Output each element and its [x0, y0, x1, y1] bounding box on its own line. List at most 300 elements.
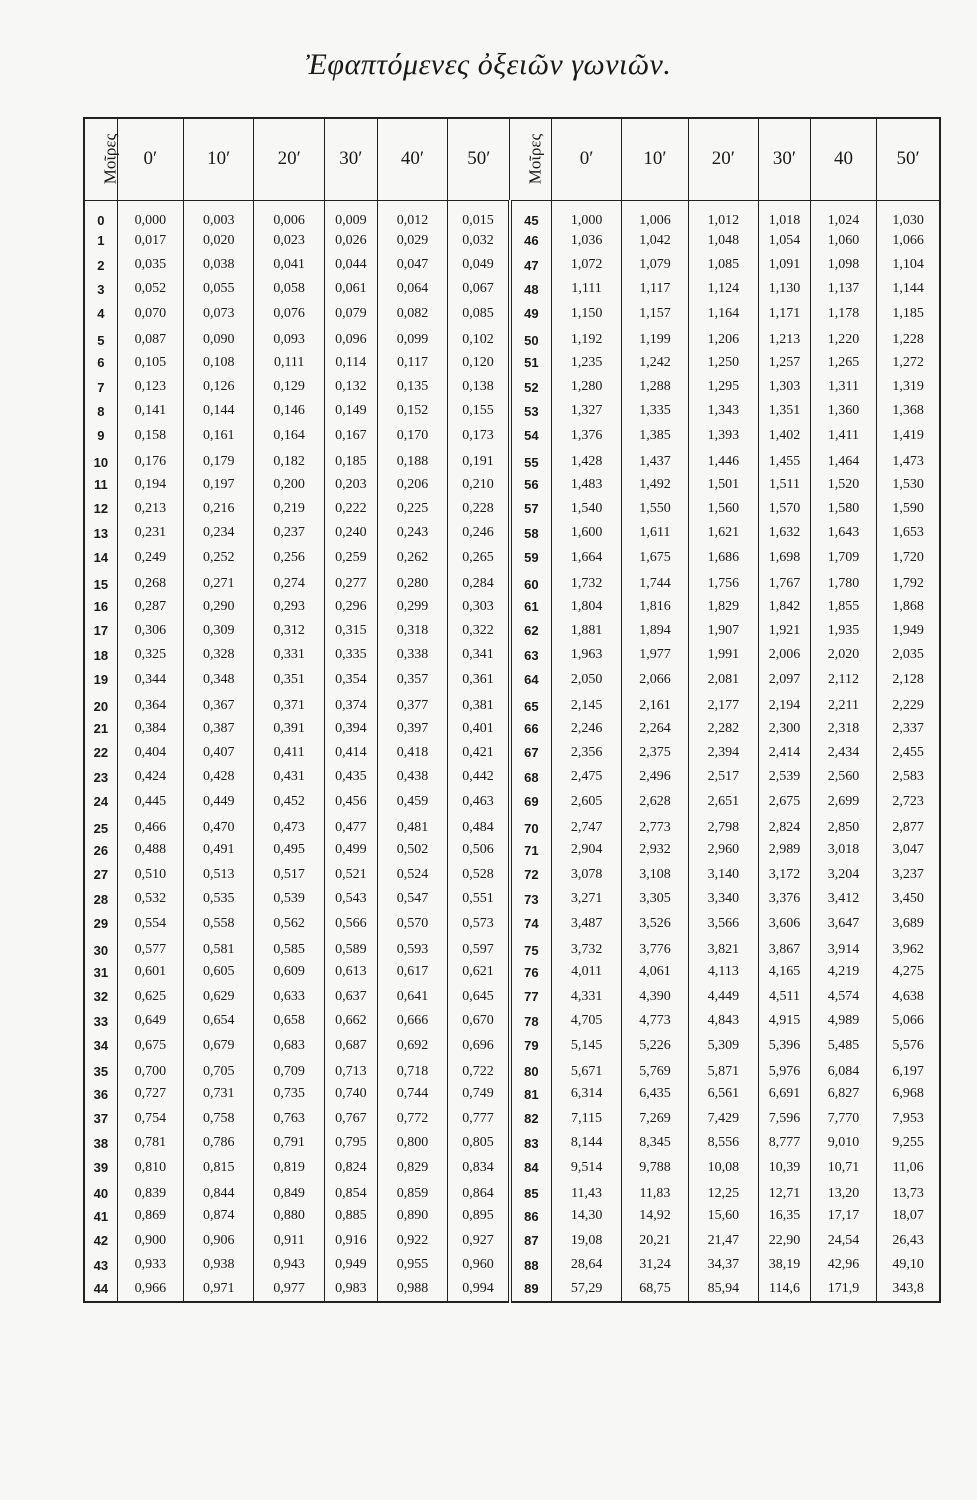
tangent-value-cell: 0,718	[377, 1058, 447, 1082]
tangent-value-cell: 1,360	[810, 399, 876, 423]
tangent-value-cell: 114,6	[759, 1277, 811, 1301]
tangent-value-cell: 0,772	[377, 1107, 447, 1131]
tangent-value-cell: 1,709	[810, 546, 876, 570]
tangent-value-cell: 0,384	[117, 716, 183, 740]
degree-cell: 17	[84, 619, 117, 643]
degree-cell: 87	[510, 1229, 551, 1253]
tangent-value-cell: 0,488	[117, 838, 183, 862]
degree-cell: 40	[84, 1180, 117, 1204]
tangent-value-cell: 2,112	[810, 668, 876, 692]
tangent-value-cell: 0,234	[183, 521, 253, 545]
tangent-value-cell: 0,374	[324, 692, 377, 716]
tangent-value-cell: 1,280	[551, 375, 621, 399]
tangent-value-cell: 0,473	[254, 814, 324, 838]
tangent-value-cell: 1,590	[877, 497, 940, 521]
tangent-value-cell: 0,252	[183, 546, 253, 570]
tangent-value-cell: 4,449	[688, 985, 758, 1009]
tangent-value-cell: 8,777	[759, 1131, 811, 1155]
tangent-value-cell: 0,309	[183, 619, 253, 643]
tangent-value-cell: 1,235	[551, 350, 621, 374]
tangent-value-cell: 0,601	[117, 960, 183, 984]
tangent-value-cell: 0,949	[324, 1253, 377, 1277]
table-row	[84, 302, 940, 326]
tangent-value-cell: 1,643	[810, 521, 876, 545]
tangent-value-cell: 0,543	[324, 887, 377, 911]
tangent-value-cell: 0,371	[254, 692, 324, 716]
tangent-value-cell: 0,293	[254, 594, 324, 618]
degree-cell: 45	[510, 200, 551, 229]
degree-cell: 20	[84, 692, 117, 716]
tangent-value-cell: 5,066	[877, 1009, 940, 1033]
tangent-value-cell: 0,026	[324, 229, 377, 253]
tangent-value-cell: 2,097	[759, 668, 811, 692]
table-row	[84, 1253, 940, 1277]
tangent-value-cell: 0,581	[183, 936, 253, 960]
tangent-value-cell: 2,475	[551, 765, 621, 789]
tangent-value-cell: 3,237	[877, 863, 940, 887]
tangent-value-cell: 0,206	[377, 472, 447, 496]
tangent-value-cell: 0,357	[377, 668, 447, 692]
tangent-value-cell: 1,060	[810, 229, 876, 253]
tangent-value-cell: 2,356	[551, 741, 621, 765]
tangent-value-cell: 0,144	[183, 399, 253, 423]
tangent-value-cell: 0,675	[117, 1033, 183, 1057]
tangent-value-cell: 0,815	[183, 1155, 253, 1179]
degree-cell: 2	[84, 253, 117, 277]
tangent-value-cell: 0,562	[254, 911, 324, 935]
tangent-value-cell: 0,805	[448, 1131, 510, 1155]
tangent-value-cell: 0,222	[324, 497, 377, 521]
tangent-value-cell: 9,514	[551, 1155, 621, 1179]
tangent-value-cell: 2,394	[688, 741, 758, 765]
tangent-value-cell: 0,435	[324, 765, 377, 789]
tangent-value-cell: 1,560	[688, 497, 758, 521]
tangent-value-cell: 0,003	[183, 200, 253, 229]
tangent-value-cell: 1,580	[810, 497, 876, 521]
tangent-value-cell: 0,864	[448, 1180, 510, 1204]
degree-cell: 46	[510, 229, 551, 253]
tangent-value-cell: 0,188	[377, 448, 447, 472]
degree-cell: 27	[84, 863, 117, 887]
degree-cell: 8	[84, 399, 117, 423]
tangent-value-cell: 0,076	[254, 302, 324, 326]
degree-cell: 31	[84, 960, 117, 984]
tangent-value-cell: 0,532	[117, 887, 183, 911]
tangent-value-cell: 18,07	[877, 1204, 940, 1228]
tangent-value-cell: 0,890	[377, 1204, 447, 1228]
tangent-value-cell: 0,120	[448, 350, 510, 374]
tangent-value-cell: 0,418	[377, 741, 447, 765]
tangent-value-cell: 3,305	[622, 887, 688, 911]
tangent-value-cell: 6,691	[759, 1082, 811, 1106]
tangent-value-cell: 0,740	[324, 1082, 377, 1106]
tangent-value-cell: 0,573	[448, 911, 510, 935]
tangent-value-cell: 10,39	[759, 1155, 811, 1179]
tangent-value-cell: 0,259	[324, 546, 377, 570]
tangent-value-cell: 0,182	[254, 448, 324, 472]
tangent-value-cell: 0,280	[377, 570, 447, 594]
tangent-value-cell: 1,653	[877, 521, 940, 545]
degree-cell: 35	[84, 1058, 117, 1082]
degree-cell: 16	[84, 594, 117, 618]
tangent-value-cell: 2,675	[759, 789, 811, 813]
tangent-value-cell: 1,393	[688, 424, 758, 448]
tangent-value-cell: 0,547	[377, 887, 447, 911]
degree-cell: 65	[510, 692, 551, 716]
tangent-value-cell: 3,867	[759, 936, 811, 960]
degrees-header-left: Μοῖρες	[84, 118, 117, 200]
tangent-value-cell: 1,881	[551, 619, 621, 643]
tangent-value-cell: 1,804	[551, 594, 621, 618]
tangent-value-cell: 0,087	[117, 326, 183, 350]
degree-cell: 78	[510, 1009, 551, 1033]
tangent-value-cell: 1,473	[877, 448, 940, 472]
tangent-value-cell: 9,010	[810, 1131, 876, 1155]
tangent-value-cell: 0,394	[324, 716, 377, 740]
tangent-value-cell: 7,115	[551, 1107, 621, 1131]
tangent-value-cell: 3,204	[810, 863, 876, 887]
degree-cell: 5	[84, 326, 117, 350]
tangent-value-cell: 3,376	[759, 887, 811, 911]
tangent-value-cell: 1,137	[810, 277, 876, 301]
tangent-value-cell: 0,966	[117, 1277, 183, 1301]
degree-cell: 86	[510, 1204, 551, 1228]
tangent-value-cell: 0,096	[324, 326, 377, 350]
tangent-value-cell: 0,554	[117, 911, 183, 935]
table-row	[84, 546, 940, 570]
tangent-value-cell: 0,328	[183, 643, 253, 667]
tangent-value-cell: 1,842	[759, 594, 811, 618]
tangent-value-cell: 0,135	[377, 375, 447, 399]
table-row	[84, 375, 940, 399]
tangent-value-cell: 1,720	[877, 546, 940, 570]
tangent-value-cell: 0,271	[183, 570, 253, 594]
tangent-value-cell: 7,429	[688, 1107, 758, 1131]
table-row	[84, 200, 940, 229]
tangent-value-cell: 0,105	[117, 350, 183, 374]
tangent-value-cell: 0,551	[448, 887, 510, 911]
table-row	[84, 1058, 940, 1082]
tangent-value-cell: 0,020	[183, 229, 253, 253]
degree-cell: 22	[84, 741, 117, 765]
tangent-value-cell: 2,560	[810, 765, 876, 789]
tangent-value-cell: 11,43	[551, 1180, 621, 1204]
tangent-value-cell: 12,25	[688, 1180, 758, 1204]
tangent-value-cell: 0,687	[324, 1033, 377, 1057]
degree-cell: 24	[84, 789, 117, 813]
tangent-value-cell: 3,172	[759, 863, 811, 887]
tangent-value-cell: 1,894	[622, 619, 688, 643]
tangent-value-cell: 0,191	[448, 448, 510, 472]
tangent-value-cell: 0,117	[377, 350, 447, 374]
tangent-value-cell: 0,161	[183, 424, 253, 448]
table-row	[84, 399, 940, 423]
degree-cell: 12	[84, 497, 117, 521]
table-row	[84, 1009, 940, 1033]
tangent-value-cell: 0,854	[324, 1180, 377, 1204]
tangent-value-cell: 2,824	[759, 814, 811, 838]
tangent-value-cell: 2,020	[810, 643, 876, 667]
tangent-value-cell: 10,71	[810, 1155, 876, 1179]
tangent-value-cell: 1,437	[622, 448, 688, 472]
degrees-header-right: Μοῖρες	[510, 118, 551, 200]
table-row	[84, 765, 940, 789]
degree-cell: 60	[510, 570, 551, 594]
table-row	[84, 1277, 940, 1301]
tangent-value-cell: 1,272	[877, 350, 940, 374]
tangent-value-cell: 2,932	[622, 838, 688, 862]
tangent-value-cell: 1,018	[759, 200, 811, 229]
tangent-value-cell: 5,309	[688, 1033, 758, 1057]
tangent-value-cell: 0,499	[324, 838, 377, 862]
degree-cell: 73	[510, 887, 551, 911]
tangent-value-cell: 0,351	[254, 668, 324, 692]
tangent-value-cell: 0,629	[183, 985, 253, 1009]
tangent-value-cell: 2,539	[759, 765, 811, 789]
tangent-value-cell: 0,709	[254, 1058, 324, 1082]
tangent-value-cell: 68,75	[622, 1277, 688, 1301]
tangent-value-cell: 0,900	[117, 1229, 183, 1253]
tangent-value-cell: 0,364	[117, 692, 183, 716]
tangent-value-cell: 0,994	[448, 1277, 510, 1301]
tangent-value-cell: 0,277	[324, 570, 377, 594]
degree-cell: 23	[84, 765, 117, 789]
tangent-value-cell: 0,431	[254, 765, 324, 789]
tangent-value-cell: 0,367	[183, 692, 253, 716]
tangent-value-cell: 0,185	[324, 448, 377, 472]
degree-cell: 67	[510, 741, 551, 765]
tangent-value-cell: 0,090	[183, 326, 253, 350]
tangent-value-cell: 1,157	[622, 302, 688, 326]
tangent-value-cell: 3,526	[622, 911, 688, 935]
tangent-value-cell: 85,94	[688, 1277, 758, 1301]
tangent-value-cell: 1,303	[759, 375, 811, 399]
tangent-value-cell: 1,455	[759, 448, 811, 472]
tangent-value-cell: 1,756	[688, 570, 758, 594]
tangent-table	[83, 117, 941, 1303]
tangent-value-cell: 3,689	[877, 911, 940, 935]
table-row	[84, 326, 940, 350]
tangent-value-cell: 0,696	[448, 1033, 510, 1057]
tangent-value-cell: 1,492	[622, 472, 688, 496]
table-row	[84, 668, 940, 692]
tangent-value-cell: 1,042	[622, 229, 688, 253]
tangent-value-cell: 1,949	[877, 619, 940, 643]
tangent-value-cell: 0,621	[448, 960, 510, 984]
tangent-value-cell: 0,763	[254, 1107, 324, 1131]
tangent-value-cell: 0,197	[183, 472, 253, 496]
tangent-value-cell: 2,035	[877, 643, 940, 667]
tangent-value-cell: 0,442	[448, 765, 510, 789]
degree-cell: 69	[510, 789, 551, 813]
degree-cell: 3	[84, 277, 117, 301]
degree-cell: 21	[84, 716, 117, 740]
degree-cell: 42	[84, 1229, 117, 1253]
tangent-value-cell: 2,798	[688, 814, 758, 838]
tangent-value-cell: 0,265	[448, 546, 510, 570]
tangent-value-cell: 0,213	[117, 497, 183, 521]
tangent-value-cell: 0,322	[448, 619, 510, 643]
table-row	[84, 789, 940, 813]
tangent-value-cell: 1,935	[810, 619, 876, 643]
tangent-value-cell: 9,255	[877, 1131, 940, 1155]
degree-cell: 56	[510, 472, 551, 496]
degree-cell: 52	[510, 375, 551, 399]
tangent-value-cell: 38,19	[759, 1253, 811, 1277]
tangent-value-cell: 1,501	[688, 472, 758, 496]
tangent-value-cell: 0,428	[183, 765, 253, 789]
col-header: 0′	[117, 118, 183, 200]
tangent-value-cell: 6,435	[622, 1082, 688, 1106]
tangent-value-cell: 49,10	[877, 1253, 940, 1277]
tangent-value-cell: 0,731	[183, 1082, 253, 1106]
tangent-value-cell: 1,257	[759, 350, 811, 374]
degree-cell: 77	[510, 985, 551, 1009]
tangent-value-cell: 1,085	[688, 253, 758, 277]
tangent-value-cell: 4,113	[688, 960, 758, 984]
table-row	[84, 1155, 940, 1179]
degree-cell: 9	[84, 424, 117, 448]
tangent-value-cell: 1,220	[810, 326, 876, 350]
tangent-value-cell: 1,024	[810, 200, 876, 229]
tangent-value-cell: 7,596	[759, 1107, 811, 1131]
tangent-value-cell: 1,319	[877, 375, 940, 399]
tangent-value-cell: 1,511	[759, 472, 811, 496]
tangent-value-cell: 15,60	[688, 1204, 758, 1228]
tangent-value-cell: 1,072	[551, 253, 621, 277]
degree-cell: 50	[510, 326, 551, 350]
tangent-value-cell: 0,744	[377, 1082, 447, 1106]
col-header: 50′	[448, 118, 510, 200]
tangent-value-cell: 3,340	[688, 887, 758, 911]
tangent-value-cell: 5,871	[688, 1058, 758, 1082]
tangent-value-cell: 0,670	[448, 1009, 510, 1033]
degree-cell: 36	[84, 1082, 117, 1106]
table-row	[84, 253, 940, 277]
col-header: 20′	[688, 118, 758, 200]
tangent-value-cell: 0,009	[324, 200, 377, 229]
tangent-value-cell: 0,911	[254, 1229, 324, 1253]
tangent-value-cell: 2,246	[551, 716, 621, 740]
tangent-value-cell: 0,179	[183, 448, 253, 472]
tangent-value-cell: 0,237	[254, 521, 324, 545]
tangent-value-cell: 0,481	[377, 814, 447, 838]
tangent-value-cell: 0,158	[117, 424, 183, 448]
degree-cell: 39	[84, 1155, 117, 1179]
tangent-value-cell: 3,108	[622, 863, 688, 887]
tangent-value-cell: 0,290	[183, 594, 253, 618]
tangent-value-cell: 0,231	[117, 521, 183, 545]
tangent-value-cell: 0,146	[254, 399, 324, 423]
table-row	[84, 1033, 940, 1057]
tangent-value-cell: 1,192	[551, 326, 621, 350]
tangent-value-cell: 2,211	[810, 692, 876, 716]
tangent-value-cell: 42,96	[810, 1253, 876, 1277]
tangent-value-cell: 0,225	[377, 497, 447, 521]
tangent-value-cell: 0,692	[377, 1033, 447, 1057]
tangent-value-cell: 4,061	[622, 960, 688, 984]
tangent-value-cell: 0,035	[117, 253, 183, 277]
tangent-value-cell: 0,700	[117, 1058, 183, 1082]
tangent-value-cell: 1,368	[877, 399, 940, 423]
tangent-value-cell: 0,017	[117, 229, 183, 253]
tangent-value-cell: 1,006	[622, 200, 688, 229]
tangent-value-cell: 8,144	[551, 1131, 621, 1155]
tangent-value-cell: 1,144	[877, 277, 940, 301]
tangent-value-cell: 0,335	[324, 643, 377, 667]
tangent-value-cell: 0,149	[324, 399, 377, 423]
tangent-value-cell: 1,744	[622, 570, 688, 594]
tangent-value-cell: 2,747	[551, 814, 621, 838]
tangent-value-cell: 0,296	[324, 594, 377, 618]
tangent-value-cell: 0,243	[377, 521, 447, 545]
degree-cell: 51	[510, 350, 551, 374]
table-row	[84, 741, 940, 765]
tangent-value-cell: 1,767	[759, 570, 811, 594]
tangent-value-cell: 3,566	[688, 911, 758, 935]
tangent-value-cell: 0,938	[183, 1253, 253, 1277]
tangent-value-cell: 0,791	[254, 1131, 324, 1155]
tangent-value-cell: 3,018	[810, 838, 876, 862]
tangent-value-cell: 34,37	[688, 1253, 758, 1277]
tangent-value-cell: 0,658	[254, 1009, 324, 1033]
tangent-value-cell: 13,20	[810, 1180, 876, 1204]
table-row	[84, 887, 940, 911]
degree-cell: 71	[510, 838, 551, 862]
tangent-value-cell: 7,953	[877, 1107, 940, 1131]
table-row	[84, 1204, 940, 1228]
tangent-value-cell: 2,605	[551, 789, 621, 813]
col-header: 30′	[759, 118, 811, 200]
tangent-value-cell: 0,354	[324, 668, 377, 692]
tangent-value-cell: 0,102	[448, 326, 510, 350]
tangent-value-cell: 0,216	[183, 497, 253, 521]
tangent-value-cell: 1,206	[688, 326, 758, 350]
tangent-value-cell: 1,079	[622, 253, 688, 277]
degree-cell: 32	[84, 985, 117, 1009]
tangent-value-cell: 0,593	[377, 936, 447, 960]
degree-cell: 44	[84, 1277, 117, 1301]
tangent-value-cell: 1,000	[551, 200, 621, 229]
degree-cell: 0	[84, 200, 117, 229]
col-header: 50′	[877, 118, 940, 200]
tangent-value-cell: 1,213	[759, 326, 811, 350]
degree-cell: 29	[84, 911, 117, 935]
tangent-value-cell: 0,194	[117, 472, 183, 496]
col-header: 20′	[254, 118, 324, 200]
tangent-value-cell: 0,387	[183, 716, 253, 740]
tangent-value-cell: 0,421	[448, 741, 510, 765]
tangent-value-cell: 1,792	[877, 570, 940, 594]
table-row	[84, 1229, 940, 1253]
tangent-value-cell: 2,877	[877, 814, 940, 838]
tangent-value-cell: 0,829	[377, 1155, 447, 1179]
tangent-value-cell: 1,265	[810, 350, 876, 374]
tangent-value-cell: 0,325	[117, 643, 183, 667]
tangent-value-cell: 0,228	[448, 497, 510, 521]
tangent-value-cell: 0,495	[254, 838, 324, 862]
tangent-value-cell: 1,621	[688, 521, 758, 545]
tangent-value-cell: 1,698	[759, 546, 811, 570]
degree-cell: 62	[510, 619, 551, 643]
tangent-value-cell: 3,914	[810, 936, 876, 960]
tangent-value-cell: 0,397	[377, 716, 447, 740]
tangent-value-cell: 1,907	[688, 619, 758, 643]
tangent-value-cell: 1,311	[810, 375, 876, 399]
tangent-value-cell: 1,780	[810, 570, 876, 594]
tangent-value-cell: 1,921	[759, 619, 811, 643]
tangent-value-cell: 1,171	[759, 302, 811, 326]
